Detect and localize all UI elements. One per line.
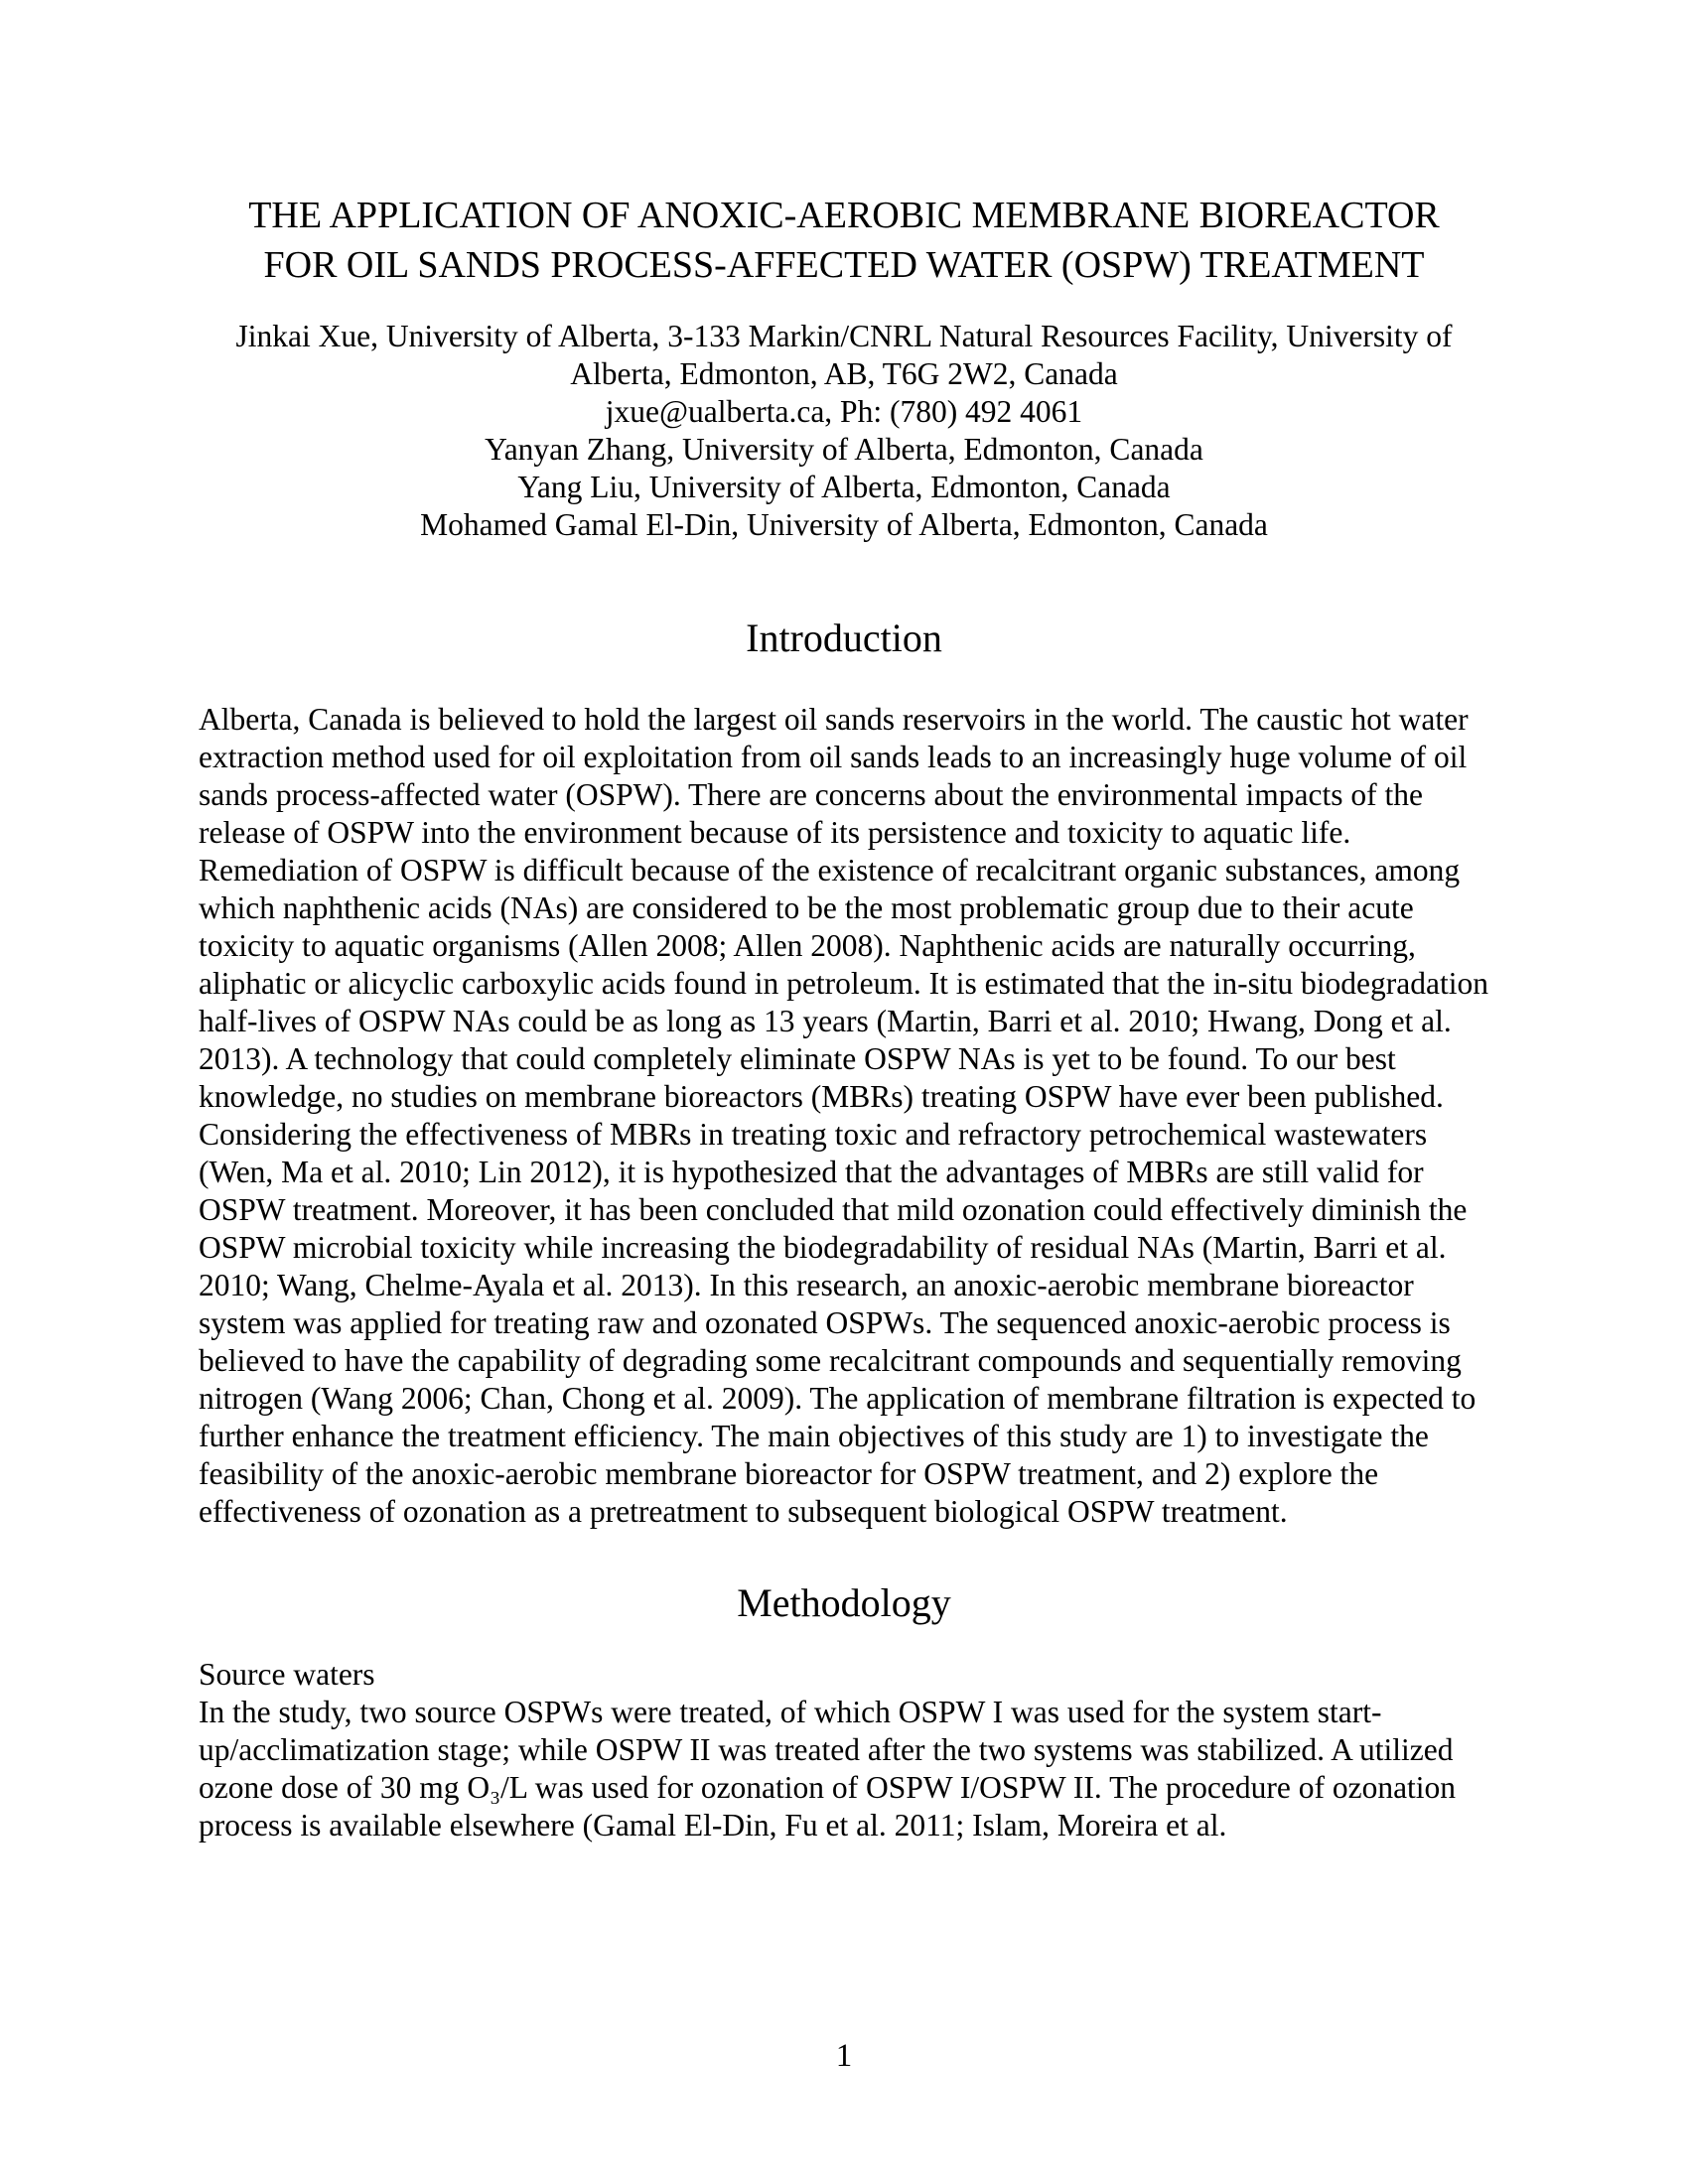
methodology-subheading: Source waters	[199, 1657, 375, 1692]
methodology-paragraph: In the study, two source OSPWs were treated, of which OSPW I was used for the system start-up/acclimatization stage; while OSPW II was treated after the two systems was stabilized. A utilized ozone dose of 30 mg O₃/L was used for ozonation of OSPW I/OSPW II. The procedure of ozonation process is available elsewhere (Gamal El-Din, Fu et al. 2011; Islam, Moreira et al.	[199, 1695, 1457, 1843]
author-line-3: Yang Liu, University of Alberta, Edmonton, Canada	[517, 470, 1171, 504]
section-introduction	[199, 615, 1489, 1531]
author-block	[199, 318, 1489, 544]
author-line-2: Yanyan Zhang, University of Alberta, Edmonton, Canada	[485, 432, 1203, 467]
paper-title: THE APPLICATION OF ANOXIC-AEROBIC MEMBRANE BIOREACTOR FOR OIL SANDS PROCESS-AFFECTED WATER (OSPW) TREATMENT	[248, 195, 1440, 286]
introduction-heading: Introduction	[746, 615, 942, 660]
author-contact-line: jxue@ualberta.ca, Ph: (780) 492 4061	[605, 394, 1083, 429]
introduction-paragraph: Alberta, Canada is believed to hold the largest oil sands reservoirs in the world. The caustic hot water extraction method used for oil exploitation from oil sands leads to an increasingly huge volume of oil sands process-affected water (OSPW). There are concerns about the environmental impacts of the release of OSPW into the environment because of its persistence and toxicity to aquatic life. Remediation of OSPW is difficult because of the existence of recalcitrant organic substances, among which naphthenic acids (NAs) are considered to be the most problematic group due to their acute toxicity to aquatic organisms (Allen 2008; Allen 2008). Naphthenic acids are naturally occurring, aliphatic or alicyclic carboxylic acids found in petroleum. It is estimated that the in-situ biodegradation half-lives of OSPW NAs could be as long as 13 years (Martin, Barri et al. 2010; Hwang, Dong et al. 2013). A technology that could completely eliminate OSPW NAs is yet to be found. To our best knowledge, no studies on membrane bioreactors (MBRs) treating OSPW have ever been published. Considering the effectiveness of MBRs in treating toxic and refractory petrochemical wastewaters (Wen, Ma et al. 2010; Lin 2012), it is hypothesized that the advantages of MBRs are still valid for OSPW treatment. Moreover, it has been concluded that mild ozonation could effectively diminish the OSPW microbial toxicity while increasing the biodegradability of residual NAs (Martin, Barri et al. 2010; Wang, Chelme-Ayala et al. 2013). In this research, an anoxic-aerobic membrane bioreactor system was applied for treating raw and ozonated OSPWs. The sequenced anoxic-aerobic process is believed to have the capability of degrading some recalcitrant compounds and sequentially removing nitrogen (Wang 2006; Chan, Chong et al. 2009). The application of membrane filtration is expected to further enhance the treatment efficiency. The main objectives of this study are 1) to investigate the feasibility of the anoxic-aerobic membrane bioreactor for OSPW treatment, and 2) explore the effectiveness of ozonation as a pretreatment to subsequent biological OSPW treatment.	[199, 702, 1488, 1529]
author-line-4: Mohamed Gamal El-Din, University of Alberta, Edmonton, Canada	[420, 507, 1268, 542]
section-methodology	[199, 1580, 1489, 1844]
author-line-affiliation-1: Jinkai Xue, University of Alberta, 3-133 Markin/CNRL Natural Resources Facility, University of Alberta, Edmonton, AB, T6G 2W2, Canada	[235, 319, 1453, 391]
methodology-heading: Methodology	[737, 1580, 951, 1625]
page-number: 1	[835, 2038, 853, 2074]
